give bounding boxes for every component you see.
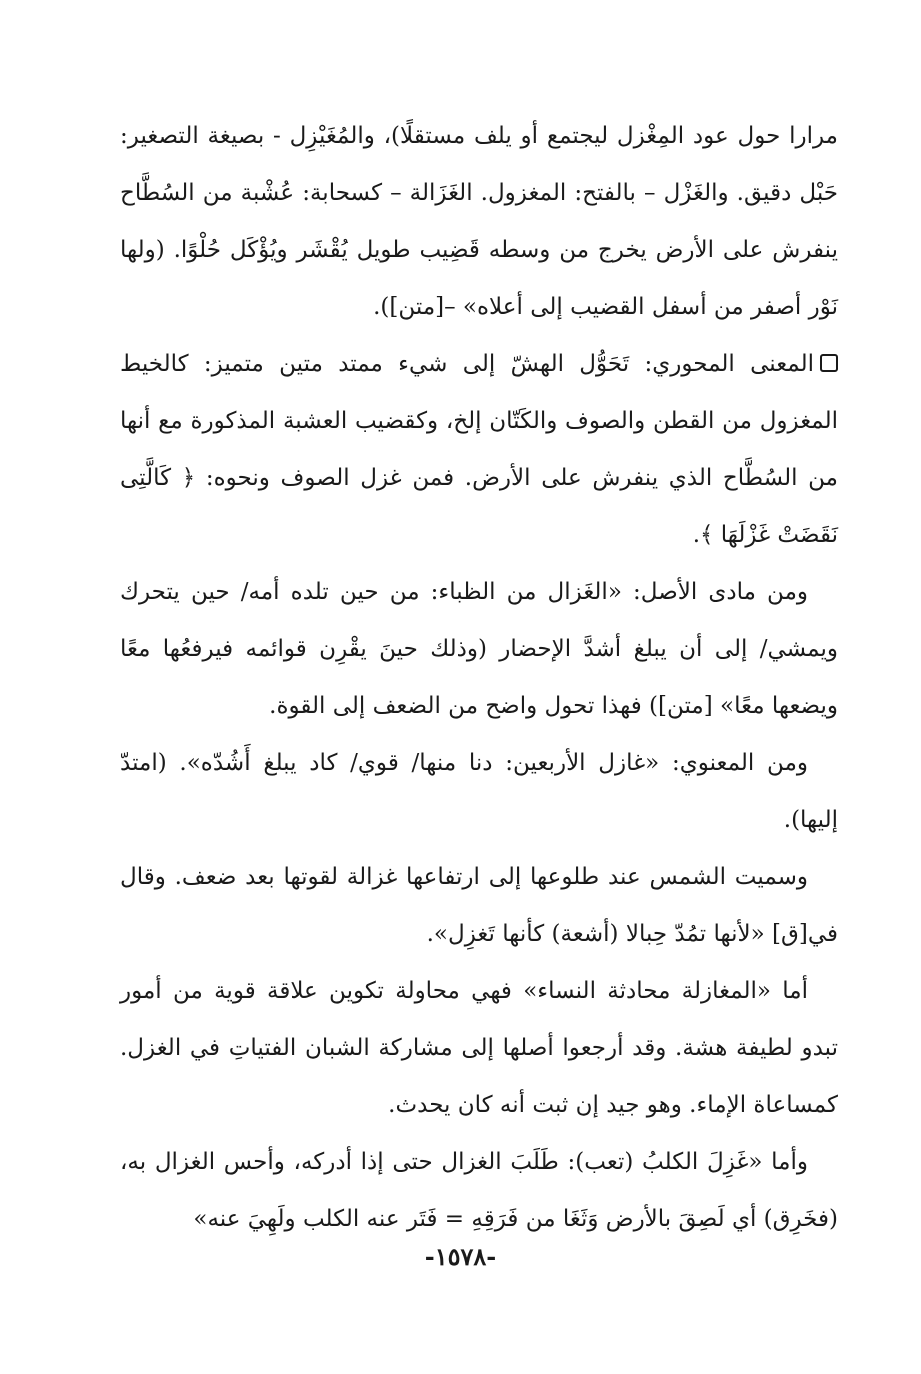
paragraph-7: وأما «غَزِلَ الكلبُ (تعب): طَلَبَ الغزال حتى إذا أدركه، وأحس الغزال به، (فخَرِق) أي لَصِقَ بالأرض وَثَغَا من فَرَقِهِ = فَتَر عنه الكلب ولَهِيَ عنه» bbox=[120, 1149, 838, 1232]
paragraph-2 bbox=[120, 336, 838, 564]
document-page bbox=[120, 108, 838, 1338]
body-text bbox=[120, 108, 838, 1248]
paragraph-6: أما «المغازلة محادثة النساء» فهي محاولة تكوين علاقة قوية من أمور تبدو لطيفة هشة. وقد أرجعوا أصلها إلى مشاركة الشبان الفتياتِ في الغزل. كمساعاة الإماء. وهو جيد إن ثبت أنه كان يحدث. bbox=[120, 978, 838, 1118]
checkbox-square-icon bbox=[820, 354, 838, 372]
paragraph-3: ومن مادى الأصل: «الغَزال من الظباء: من حين تلده أمه/ حين يتحرك ويمشي/ إلى أن يبلغ أشدَّ الإحضار (وذلك حينَ يقْرِن قوائمه فيرفعُها معًا ويضعها معًا» [متن]) فهذا تحول واضح من الضعف إلى القوة. bbox=[120, 579, 838, 719]
paragraph-2-lead: المعنى المحوري: bbox=[644, 351, 814, 377]
page-number: -١٥٧٨- bbox=[424, 1242, 497, 1271]
paragraph-4: ومن المعنوي: «غازل الأربعين: دنا منها/ قوي/ كاد يبلغ أَشُدّه». (امتدّ إليها). bbox=[120, 750, 838, 833]
paragraph-2-text: تَحَوُّل الهشّ إلى شيء ممتد متين متميز: كالخيط المغزول من القطن والصوف والكَتّان إلخ، وكقضيب العشبة المذكورة مع أنها من السُطَّاح الذي ينفرش على الأرض. فمن غزل الصوف ونحوه: ﴿ كَالَّتِى نَقَضَتْ غَزْلَهَا ﴾. bbox=[120, 351, 838, 548]
paragraph-5: وسميت الشمس عند طلوعها إلى ارتفاعها غزالة لقوتها بعد ضعف. وقال في[ق] «لأنها تمُدّ حِبالا (أشعة) كأنها تَغزِل». bbox=[120, 864, 838, 947]
paragraph-1: مرارا حول عود المِغْزل ليجتمع أو يلف مستقلًا)، والمُغَيْزِل - بصيغة التصغير: حَبْل دقيق. والغَزْل – بالفتح: المغزول. الغَزَالة – كسحابة: عُشْبة من السُطَّاح ينفرش على الأرض يخرج من وسطه قَضِيب طويل يُقْشَر ويُؤْكَل حُلْوًا. (ولها نَوْر أصفر من أسفل القضيب إلى أعلاه» –[متن]). bbox=[120, 123, 838, 320]
